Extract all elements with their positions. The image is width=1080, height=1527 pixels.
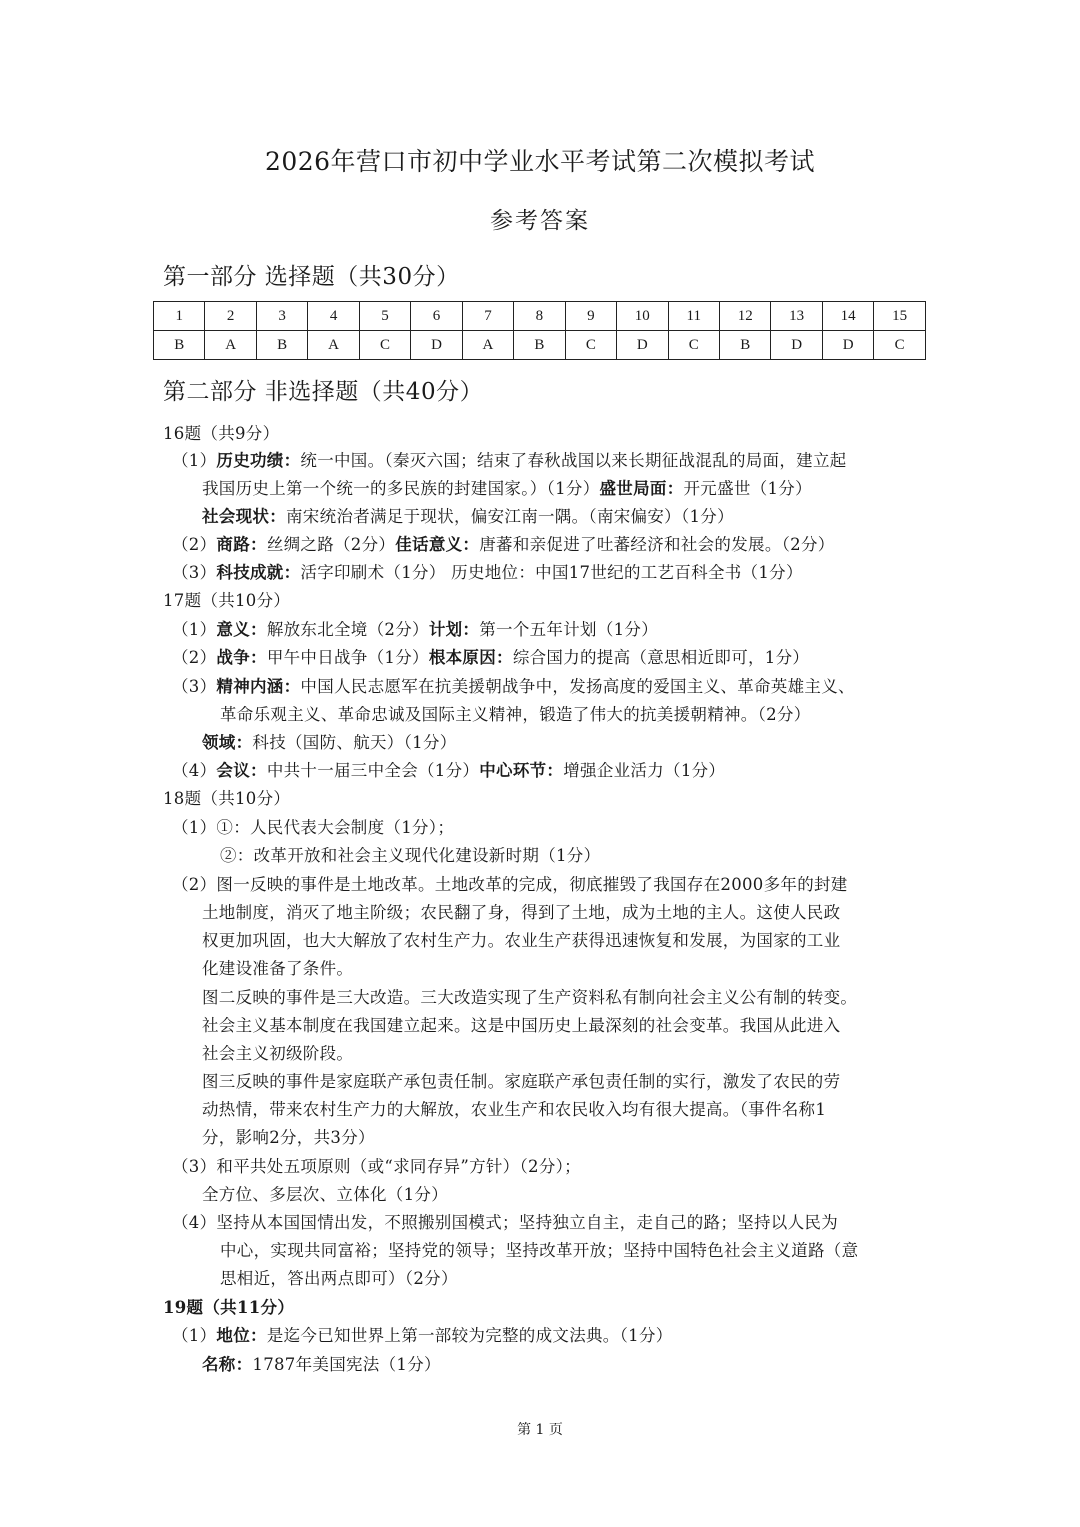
answer-text: 化建设准备了条件。: [202, 959, 354, 978]
answer-text: 中共十一届三中全会（1分）: [266, 761, 480, 780]
answer-text: 权更加巩固，也大大解放了农村生产力。农业生产获得迅速恢复和发展，为国家的工业: [202, 931, 841, 950]
answer-cell: D: [411, 331, 462, 360]
question-heading: [163, 591, 290, 611]
answer-text: （1）: [172, 451, 217, 470]
answer-text: 是迄今已知世界上第一部较为完整的成文法典。（1分）: [266, 1326, 673, 1345]
answer-line: [202, 1355, 441, 1375]
answer-cell: D: [617, 331, 668, 360]
answer-cell: B: [719, 331, 770, 360]
answer-line: [202, 733, 457, 753]
answer-line: [202, 903, 840, 923]
answer-line: [220, 705, 811, 725]
answer-keyword: 领域：: [202, 733, 253, 752]
question-number-cell: 4: [308, 302, 359, 331]
answer-line: [172, 451, 847, 471]
answer-text: （3）: [172, 563, 217, 582]
answer-line: [202, 1072, 840, 1092]
answer-text: 甲午中日战争（1分）: [266, 648, 429, 667]
answer-cell: B: [514, 331, 565, 360]
question-number-row: [154, 302, 926, 331]
answer-text: 社会主义基本制度在我国建立起来。这是中国历史上最深刻的社会变革。我国从此进入: [202, 1016, 841, 1035]
answer-text: 增强企业活力（1分）: [563, 761, 726, 780]
question-number-cell: 13: [771, 302, 822, 331]
answer-keyword: 盛世局面：: [599, 479, 684, 498]
answer-text: 综合国力的提高（意思相近即可，1分）: [512, 648, 810, 667]
answer-text: 全方位、多层次、立体化（1分）: [202, 1185, 448, 1204]
answer-line: [202, 931, 840, 951]
answer-line: [172, 761, 725, 781]
answer-line: [172, 1213, 838, 1233]
answer-text: 中心，实现共同富裕；坚持党的领导；坚持改革开放；坚持中国特色社会主义道路（意: [220, 1241, 859, 1260]
answer-cell: A: [308, 331, 359, 360]
question-number-cell: 2: [205, 302, 256, 331]
question-number-cell: 3: [256, 302, 307, 331]
answer-cell: C: [874, 331, 926, 360]
answer-text: 唐蕃和亲促进了吐蕃经济和社会的发展。（2分）: [479, 535, 835, 554]
answer-cell: D: [771, 331, 822, 360]
answer-line: [172, 535, 835, 555]
answer-line: [172, 677, 855, 697]
answer-keyword: 根本原因：: [428, 648, 513, 667]
answer-text: 活字印刷术（1分） 历史地位：中国17世纪的工艺百科全书（1分）: [300, 563, 803, 582]
answer-cell: C: [565, 331, 616, 360]
question-number-cell: 1: [154, 302, 205, 331]
answer-line: [220, 1269, 458, 1289]
answer-text: 革命乐观主义、革命忠诚及国际主义精神，锻造了伟大的抗美援朝精神。（2分）: [220, 705, 811, 724]
answer-line: [172, 1326, 673, 1346]
answer-text: （1）: [172, 620, 217, 639]
question-number-cell: 7: [462, 302, 513, 331]
question-number-cell: 6: [411, 302, 462, 331]
answer-cell: C: [668, 331, 719, 360]
answer-keyword: 会议：: [216, 761, 267, 780]
answer-text: （2）: [172, 648, 217, 667]
answer-keyword: 中心环节：: [479, 761, 564, 780]
answer-text: 17题（共10分）: [163, 591, 291, 610]
answer-keyword: 精神内涵：: [216, 677, 301, 696]
page-title: 2026年营口市初中学业水平考试第二次模拟考试: [264, 147, 816, 176]
page-subtitle: 参考答案: [490, 208, 590, 234]
answer-line: [202, 988, 857, 1008]
question-number-cell: 8: [514, 302, 565, 331]
answer-line: [202, 1128, 375, 1148]
answer-line: [172, 1157, 581, 1177]
answer-keyword: 地位：: [216, 1326, 267, 1345]
answer-keyword: 计划：: [428, 620, 480, 639]
answer-keyword: 名称：: [202, 1355, 253, 1374]
answer-text: 社会主义初级阶段。: [202, 1044, 354, 1063]
answer-line: [202, 1016, 840, 1036]
answer-line: [202, 507, 734, 527]
question-heading: [163, 789, 290, 809]
answer-text: 南宋统治者满足于现状，偏安江南一隅。（南宋偏安）（1分）: [286, 507, 734, 526]
answer-text: （3）和平共处五项原则（或“求同存异”方针）（2分）；: [172, 1157, 581, 1176]
answer-cell: D: [822, 331, 873, 360]
answer-line: [202, 1100, 826, 1120]
answer-cell: B: [154, 331, 205, 360]
answer-line: [172, 875, 848, 895]
answer-text: 分，影响2分，共3分）: [202, 1128, 375, 1147]
answer-text: （3）: [172, 677, 217, 696]
part2-heading: 第二部分 非选择题（共40分）: [163, 379, 484, 405]
answer-text: 解放东北全境（2分）: [266, 620, 429, 639]
answer-line: [202, 1044, 353, 1064]
question-number-cell: 11: [668, 302, 719, 331]
page-number: 第 1 页: [517, 1422, 563, 1438]
answer-text: 我国历史上第一个统一的多民族的封建国家。）（1分）: [202, 479, 600, 498]
answer-text: 图三反映的事件是家庭联产承包责任制。家庭联产承包责任制的实行，激发了农民的劳: [202, 1072, 841, 1091]
answer-text: （4）坚持从本国国情出发，不照搬别国模式；坚持独立自主，走自己的路；坚持以人民为: [172, 1213, 838, 1232]
part1-heading: 第一部分 选择题（共30分）: [163, 264, 460, 290]
question-heading: [163, 424, 279, 444]
answer-text: 土地制度，消灭了地主阶级；农民翻了身，得到了土地，成为土地的主人。这使人民政: [202, 903, 841, 922]
answer-text: （1）: [172, 1326, 217, 1345]
answer-text: 科技（国防、航天）（1分）: [252, 733, 457, 752]
answer-cell: C: [359, 331, 410, 360]
answer-keyword: 战争：: [216, 648, 267, 667]
answer-line: [172, 818, 454, 838]
answer-line: [172, 620, 658, 640]
question-number-cell: 9: [565, 302, 616, 331]
answer-table: [153, 301, 926, 360]
answer-text: 18题（共10分）: [163, 789, 291, 808]
question-number-cell: 14: [822, 302, 873, 331]
answer-text: 丝绸之路（2分）: [266, 535, 396, 554]
answer-text: 开元盛世（1分）: [683, 479, 812, 498]
answer-cell: A: [462, 331, 513, 360]
answer-text: 中国人民志愿军在抗美援朝战争中，发扬高度的爱国主义、革命英雄主义、: [300, 677, 855, 696]
answer-text: （2）: [172, 535, 217, 554]
answer-line: [172, 648, 809, 668]
answer-line: [172, 563, 803, 583]
answer-keyword: 19题（共11分）: [163, 1298, 295, 1317]
answer-keyword: 商路：: [216, 535, 267, 554]
answer-line: [220, 846, 600, 866]
answer-text: 16题（共9分）: [163, 424, 280, 443]
answer-text: 图二反映的事件是三大改造。三大改造实现了生产资料私有制向社会主义公有制的转变。: [202, 988, 858, 1007]
answer-keyword: 历史功绩：: [216, 451, 301, 470]
question-number-cell: 5: [359, 302, 410, 331]
answer-keyword: 佳话意义：: [395, 535, 480, 554]
answer-text: 统一中国。（秦灭六国；结束了春秋战国以来长期征战混乱的局面，建立起: [300, 451, 847, 470]
answer-text: 思相近，答出两点即可）（2分）: [220, 1269, 458, 1288]
answer-text: （1）①：人民代表大会制度（1分）；: [172, 818, 455, 837]
answer-row: [154, 331, 926, 360]
answer-keyword: 社会现状：: [202, 507, 286, 526]
answer-line: [202, 959, 353, 979]
answer-cell: B: [256, 331, 307, 360]
answer-text: ②：改革开放和社会主义现代化建设新时期（1分）: [220, 846, 601, 865]
answer-text: （2）图一反映的事件是土地改革。土地改革的完成，彻底摧毁了我国存在2000多年的封建: [172, 875, 848, 894]
answer-text: 动热情，带来农村生产力的大解放，农业生产和农民收入均有很大提高。（事件名称1: [202, 1100, 827, 1119]
question-number-cell: 15: [874, 302, 926, 331]
question-heading: [163, 1298, 294, 1318]
answer-line: [220, 1241, 858, 1261]
answer-keyword: 科技成就：: [216, 563, 301, 582]
answer-line: [202, 479, 812, 499]
answer-text: 1787年美国宪法（1分）: [252, 1355, 441, 1374]
answer-text: 第一个五年计划（1分）: [479, 620, 659, 639]
question-number-cell: 10: [617, 302, 668, 331]
answer-text: （4）: [172, 761, 217, 780]
answer-cell: A: [205, 331, 256, 360]
question-number-cell: 12: [719, 302, 770, 331]
answer-keyword: 意义：: [216, 620, 267, 639]
answer-line: [202, 1185, 448, 1205]
